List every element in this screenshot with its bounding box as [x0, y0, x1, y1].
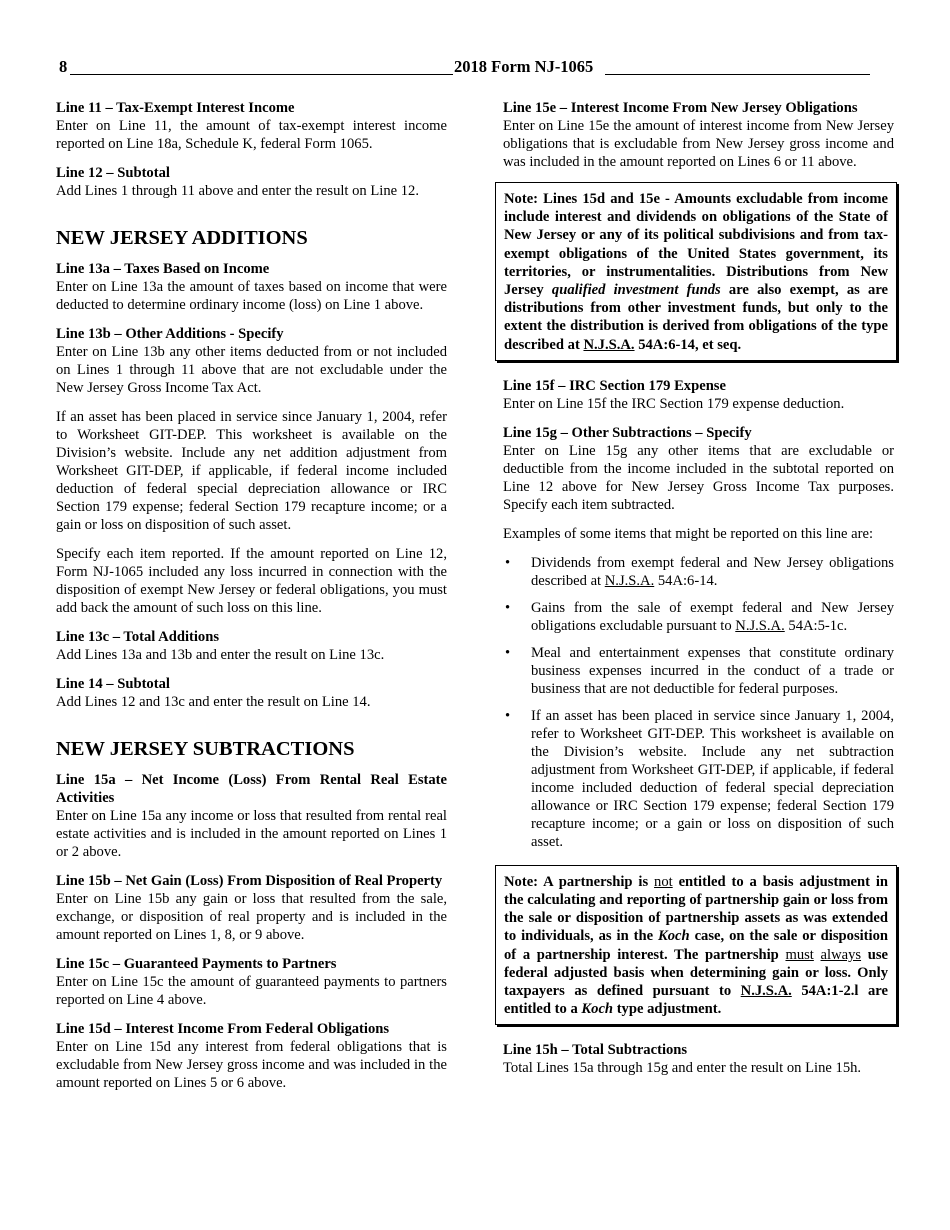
line-13b-section	[56, 325, 447, 617]
line-13b-git-dep-text: If an asset has been placed in service since January 1, 2004, refer to Worksheet GIT-DEP. This worksheet is available on the Division’s website. Include any net addition adjustment from Worksheet GIT-DEP, if applicable, if federal income included deduction of federal special depreciation allowance or IRC Section 179 expense; federal Section 179 recapture income; or a gain or loss on disposition of such asset.	[56, 409, 447, 533]
line-15e-heading: Line 15e – Interest Income From New Jersey Obligations	[503, 100, 858, 116]
note-box-koch	[495, 865, 897, 1026]
header-rule-right	[605, 74, 870, 75]
line-11-section	[56, 99, 447, 153]
note-koch-text: Note: A partnership is not entitled to a basis adjustment in the calculating and reporting of partnership gain or loss from the sale or disposition of partnership assets as was extended to individuals, as in the Koch case, on the sale or disposition of a partnership interest. The partnership must always use federal adjusted basis when determining gain or loss. Only taxpayers as defined pursuant to N.J.S.A. 54A:1-2.l are entitled to a Koch type adjustment.	[504, 873, 889, 1018]
line-15h-text: Total Lines 15a through 15g and enter the result on Line 15h.	[503, 1060, 862, 1077]
line-11-heading: Line 11 – Tax-Exempt Interest Income	[56, 100, 295, 116]
line-13a-text: Enter on Line 13a the amount of taxes based on income that were deducted to determine ordinary income (loss) on Line 1 above.	[56, 279, 447, 313]
line-15a-section	[56, 771, 447, 861]
list-item: • Dividends from exempt federal and New Jersey obligations described at N.J.S.A. 54A:6-14.	[503, 554, 894, 590]
line-11-text: Enter on Line 11, the amount of tax-exempt interest income reported on Line 18a, Schedule K, federal Form 1065.	[56, 118, 447, 152]
line-14-heading: Line 14 – Subtotal	[56, 676, 170, 692]
line-15f-section	[503, 377, 894, 413]
line-15e-text: Enter on Line 15e the amount of interest income from New Jersey obligations that is excludable from New Jersey gross income and was included in the amount reported on Lines 6 or 11 above.	[503, 118, 894, 170]
line-15h-section	[503, 1041, 894, 1077]
line-15g-text: Enter on Line 15g any other items that are excludable or deductible from the income included in the subtotal reported on Line 12 above for New Jersey Gross Income Tax purposes. Specify each item subtracted.	[503, 442, 894, 513]
right-column	[503, 99, 894, 1088]
line-13c-heading: Line 13c – Total Additions	[56, 629, 220, 645]
header-rule-left	[70, 74, 453, 75]
page-number: 8	[59, 57, 68, 76]
line-13b-heading: Line 13b – Other Additions - Specify	[56, 326, 284, 342]
line-14-section	[56, 675, 447, 711]
line-15g-heading: Line 15g – Other Subtractions – Specify	[503, 424, 752, 441]
line-15g-section	[503, 424, 894, 543]
line-15f-text: Enter on Line 15f the IRC Section 179 expense deduction.	[503, 395, 845, 412]
line-15h-heading: Line 15h – Total Subtractions	[503, 1042, 688, 1059]
additions-title: NEW JERSEY ADDITIONS	[56, 227, 308, 249]
line-15b-heading: Line 15b – Net Gain (Loss) From Disposition of Real Property	[56, 873, 443, 889]
line-15f-heading: Line 15f – IRC Section 179 Expense	[503, 377, 726, 394]
examples-list	[503, 554, 894, 851]
line-15d-heading: Line 15d – Interest Income From Federal Obligations	[56, 1021, 390, 1037]
left-column	[56, 99, 447, 1103]
line-13a-heading: Line 13a – Taxes Based on Income	[56, 261, 270, 277]
line-15d-section	[56, 1020, 447, 1092]
line-15e-section	[503, 99, 894, 171]
list-item: • If an asset has been placed in service since January 1, 2004, refer to Worksheet GIT-DEP. This worksheet is available on the Division’s website. Include any net subtraction adjustment from Worksheet GIT-DEP, if applicable, if federal income included deduction of federal special depreciation allowance or IRC Section 179 expense; federal Section 179 recapture income; or a gain or loss on disposition of such asset.	[503, 707, 894, 851]
list-item: • Gains from the sale of exempt federal and New Jersey obligations excludable pursuant to N.J.S.A. 54A:5-1c.	[503, 599, 894, 635]
line-13c-section	[56, 628, 447, 664]
line-12-heading: Line 12 – Subtotal	[56, 165, 170, 181]
subtractions-title: NEW JERSEY SUBTRACTIONS	[56, 738, 355, 760]
line-15b-text: Enter on Line 15b any gain or loss that resulted from the sale, exchange, or disposition of real property and is included in the amount reported on Lines 1, 8, or 9 above.	[56, 891, 447, 943]
line-15d-text: Enter on Line 15d any interest from federal obligations that is excludable from New Jersey gross income and was included in the amount reported on Lines 5 or 6 above.	[56, 1039, 447, 1091]
note-box-exempt-obligations	[495, 182, 897, 361]
line-15c-text: Enter on Line 15c the amount of guaranteed payments to partners reported on Line 4 above.	[56, 974, 447, 1008]
line-15c-section	[56, 955, 447, 1009]
line-12-text: Add Lines 1 through 11 above and enter the result on Line 12.	[56, 183, 419, 199]
list-item: • Meal and entertainment expenses that constitute ordinary business expenses incurred in the conduct of a trade or business that are not deductible for federal purposes.	[503, 644, 894, 698]
line-15c-heading: Line 15c – Guaranteed Payments to Partners	[56, 956, 337, 972]
line-13c-text: Add Lines 13a and 13b and enter the result on Line 13c.	[56, 647, 385, 663]
note-exempt-obligations-text: Note: Lines 15d and 15e - Amounts excludable from income include interest and dividends on obligations of the State of New Jersey or any of its political subdivisions and from tax-exempt obligations of the United States government, its territories, or instrumentalities. Distributions from New Jersey qualified investment funds are also exempt, as are distributions from other investment funds, but only to the extent the distribution is derived from obligations of the type described at N.J.S.A. 54A:6-14, et seq.	[504, 191, 889, 353]
line-15a-heading: Line 15a – Net Income (Loss) From Rental Real Estate Activities	[56, 772, 447, 806]
line-12-section	[56, 164, 447, 200]
line-15a-text: Enter on Line 15a any income or loss that resulted from rental real estate activities and is included in the amount reported on Lines 1 or 2 above.	[56, 808, 447, 860]
form-title: 2018 Form NJ-1065	[454, 57, 594, 76]
line-13b-text: Enter on Line 13b any other items deducted from or not included on Lines 1 through 11 above that are not excludable under the New Jersey Gross Income Tax Act.	[56, 344, 447, 396]
line-14-text: Add Lines 12 and 13c and enter the result on Line 14.	[56, 694, 371, 710]
line-15g-examples-intro: Examples of some items that might be reported on this line are:	[503, 525, 874, 542]
page-header	[59, 58, 871, 80]
line-13b-specify-text: Specify each item reported. If the amount reported on Line 12, Form NJ-1065 included any loss incurred in connection with the disposition of exempt New Jersey or federal obligations, you must add back the amount of such loss on this line.	[56, 546, 447, 616]
line-13a-section	[56, 260, 447, 314]
line-15b-section	[56, 872, 447, 944]
